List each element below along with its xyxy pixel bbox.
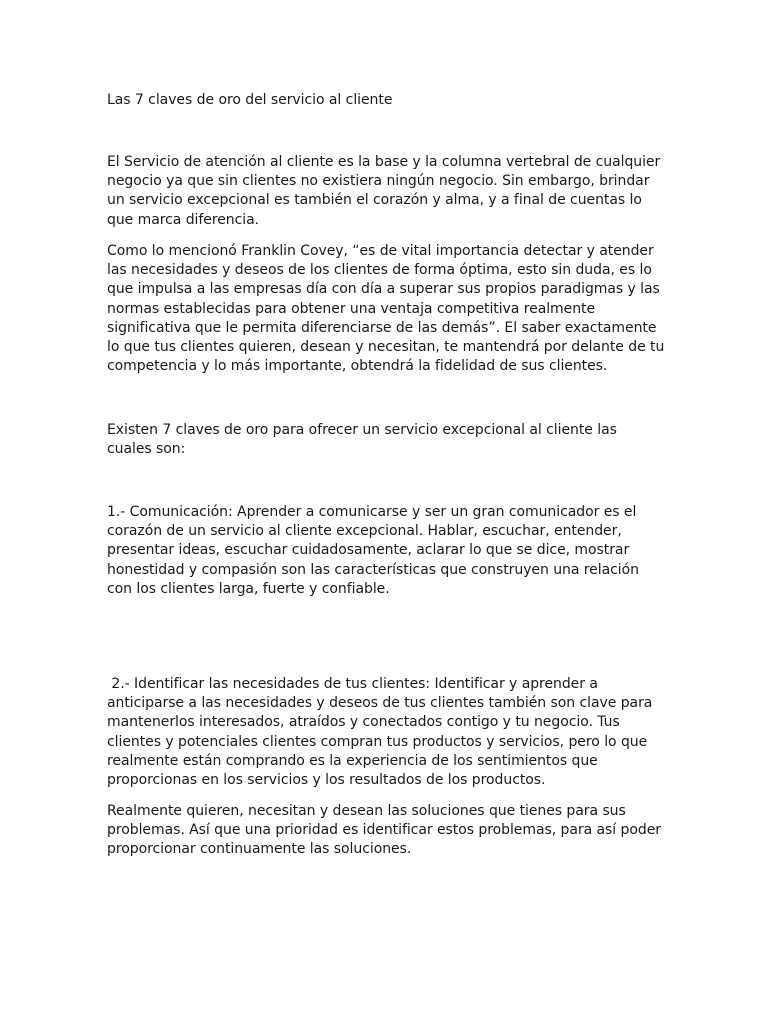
paragraph-line: proporcionar continuamente las soluciones. [107,841,412,858]
paragraph-line: El Servicio de atención al cliente es la base y la columna vertebral de cualquier [107,154,661,170]
paragraph-line: problemas. Así que una prioridad es identificar estos problemas, para así poder [107,822,661,839]
paragraph-line: Realmente quieren, necesitan y desean las soluciones que tienes para sus [107,803,626,819]
paragraph-line: lo que tus clientes quieren, desean y necesitan, te mantendrá por delante de tu [107,339,665,356]
document-title [107,91,667,110]
paragraph-line: negocio ya que sin clientes no existiera ningún negocio. Sin embargo, brindar [107,173,650,190]
paragraph-line: proporcionas en los servicios y los resultados de los productos. [107,772,546,789]
paragraph-line: competencia y lo más importante, obtendrá la fidelidad de sus clientes. [107,358,608,375]
paragraph-line: 2.- Identificar las necesidades de tus clientes: Identificar y aprender a [107,676,598,692]
paragraph-line: cuales son: [107,441,186,458]
paragraph-line: realmente están comprando es la experiencia de los sentimientos que [107,752,598,769]
title-line: Las 7 claves de oro del servicio al cliente [107,92,393,108]
paragraph-intro [107,153,667,230]
paragraph-line: mantenerlos interesados, atraídos y conectados contigo y tu negocio. Tus [107,714,620,731]
paragraph-clave-1 [107,503,667,599]
paragraph-covey [107,242,667,376]
paragraph-line: honestidad y compasión son las características que construyen una relación [107,561,639,578]
paragraph-clave-2-cont [107,802,667,860]
paragraph-line: normas establecidas para obtener una ventaja competitiva realmente [107,300,596,317]
paragraph-line: corazón de un servicio al cliente excepcional. Hablar, escuchar, entender, [107,523,622,540]
paragraph-line: un servicio excepcional es también el corazón y alma, y a final de cuentas lo [107,192,642,209]
paragraph-line: Como lo mencionó Franklin Covey, “es de vital importancia detectar y atender [107,243,654,259]
paragraph-line: Existen 7 claves de oro para ofrecer un servicio excepcional al cliente las [107,422,617,438]
paragraph-line: anticiparse a las necesidades y deseos de tus clientes también son clave para [107,695,653,712]
paragraph-line: las necesidades y deseos de los clientes de forma óptima, esto sin duda, es lo [107,262,652,279]
paragraph-line: que impulsa a las empresas día con día a superar sus propios paradigmas y las [107,281,660,298]
paragraph-line: significativa que le permita diferenciarse de las demás”. El saber exactamente [107,319,657,336]
paragraph-line: con los clientes larga, fuerte y confiable. [107,580,390,597]
paragraph-line: 1.- Comunicación: Aprender a comunicarse y ser un gran comunicador es el [107,504,637,520]
paragraph-line: que marca diferencia. [107,211,260,228]
paragraph-claves-intro [107,421,667,459]
paragraph-line: presentar ideas, escuchar cuidadosamente, aclarar lo que se dice, mostrar [107,542,630,559]
paragraph-line: clientes y potenciales clientes compran tus productos y servicios, pero lo que [107,733,648,750]
paragraph-clave-2 [107,675,667,790]
